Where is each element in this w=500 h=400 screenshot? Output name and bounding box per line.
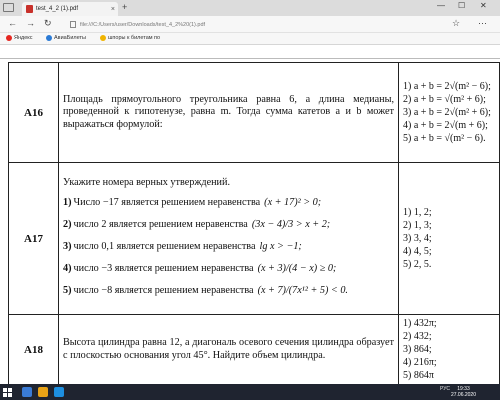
statement-math: (x + 3)/(4 − x) ≥ 0; <box>257 263 337 275</box>
statement-text: Число −17 является решением неравенства <box>73 197 261 209</box>
language-indicator[interactable]: РУС <box>440 386 451 392</box>
statement-math: (x + 17)² > 0; <box>264 197 322 209</box>
statement <box>63 193 394 215</box>
statement <box>63 259 394 281</box>
aviabilety-icon <box>46 35 52 41</box>
answer-option: 1) 432π; <box>403 318 437 329</box>
answer-option: 2) 1, 3; <box>403 220 432 231</box>
answer-option: 5) 2, 5. <box>403 259 432 270</box>
back-button[interactable]: ← <box>8 18 17 28</box>
table-row <box>9 163 500 315</box>
bookmark-shpory[interactable] <box>100 35 160 41</box>
statement-text: число 0,1 является решением неравенства <box>73 241 256 253</box>
statement <box>63 237 394 259</box>
tab-title: test_4_2 (1).pdf <box>36 6 79 12</box>
statement <box>63 281 394 303</box>
answer-options <box>399 315 500 385</box>
folder-icon <box>100 35 106 41</box>
nav-bar <box>0 16 500 33</box>
statement-text: число −8 является решением неравенства <box>73 285 254 297</box>
answer-option: 4) 4, 5; <box>403 246 432 257</box>
windows-start-icon[interactable] <box>3 388 12 397</box>
tab-close-icon[interactable]: × <box>110 5 115 13</box>
system-clock[interactable] <box>451 386 476 398</box>
answer-options <box>399 63 500 163</box>
favorite-star-icon[interactable]: ☆ <box>452 18 461 28</box>
address-bar[interactable] <box>70 19 390 30</box>
bookmark-label: Яндекс <box>14 35 33 41</box>
bookmark-aviabilety[interactable] <box>46 35 86 41</box>
new-tab-button[interactable]: + <box>122 2 128 12</box>
question-code: A16 <box>9 63 59 163</box>
bookmark-yandex[interactable] <box>6 35 33 41</box>
answer-option: 4) a + b = 2√(m + 6); <box>403 120 488 131</box>
statement-number: 4) <box>63 263 72 275</box>
bookmark-label: шпоры к билетам по <box>108 35 161 41</box>
statement-number: 2) <box>63 219 72 231</box>
file-explorer-icon[interactable] <box>38 387 48 397</box>
forward-button[interactable]: → <box>26 18 35 28</box>
test-table <box>8 62 500 384</box>
tab-actions-icon[interactable] <box>3 3 14 12</box>
bookmarks-bar <box>0 33 500 45</box>
taskbar <box>0 384 500 400</box>
question-text: Площадь прямоугольного треугольника равна 6, а длина медианы, проведенной к гипотенузе, равна m. Тогда сумма катетов a и b может выражаться формулой: <box>59 63 399 163</box>
settings-more-icon[interactable]: ⋯ <box>478 18 487 28</box>
minimize-button[interactable]: — <box>437 1 445 10</box>
answer-option: 5) 864π <box>403 370 434 381</box>
pdf-icon <box>26 5 33 13</box>
tab-bar <box>0 0 500 16</box>
question-code: A17 <box>9 163 59 315</box>
answer-option: 3) 864; <box>403 344 432 355</box>
answer-option: 2) a + b = √(m² + 6); <box>403 94 486 105</box>
search-icon[interactable] <box>22 387 32 397</box>
pdf-toolbar-divider <box>0 58 500 59</box>
statement-text: число −3 является решением неравенства <box>73 263 254 275</box>
statement-math: (3x − 4)/3 > x + 2; <box>251 219 331 231</box>
clock-date: 27.06.2020 <box>450 392 476 398</box>
question-text: Высота цилиндра равна 12, а диагональ осевого сечения цилиндра образует с плоскостью основания угол 45°. Найдите объем цилиндра. <box>59 315 399 385</box>
edge-browser-icon[interactable] <box>54 387 64 397</box>
answer-option: 1) a + b = 2√(m² − 6); <box>403 81 491 92</box>
refresh-button[interactable]: ↻ <box>44 18 52 28</box>
question-intro: Укажите номера верных утверждений. <box>63 177 230 189</box>
bookmark-label: АвиаБилеты <box>54 35 86 41</box>
statement-math: (x + 7)/(7x¹² + 5) < 0. <box>257 285 348 297</box>
answer-option: 4) 216π; <box>403 357 437 368</box>
tab-pdf[interactable] <box>22 2 118 16</box>
answer-option: 1) 1, 2; <box>403 207 432 218</box>
clock-time: 19:33 <box>457 386 470 392</box>
answer-option: 3) 3, 4; <box>403 233 432 244</box>
answer-option: 3) a + b = 2√(m² + 6); <box>403 107 491 118</box>
yandex-icon <box>6 35 12 41</box>
answer-options <box>399 163 500 315</box>
answer-option: 2) 432; <box>403 331 432 342</box>
answer-option: 5) a + b = √(m² − 6). <box>403 133 486 144</box>
close-window-button[interactable]: ✕ <box>480 1 487 10</box>
question-code: A18 <box>9 315 59 385</box>
question-cell <box>59 163 399 315</box>
address-text: file:///C:/Users/user/Downloads/test_4_2%20(1).pdf <box>80 21 206 28</box>
statement-text: число 2 является решением неравенства <box>73 219 248 231</box>
statement-number: 3) <box>63 241 72 253</box>
statement <box>63 215 394 237</box>
table-row <box>9 315 500 385</box>
statement-math: lg x > −1; <box>259 241 302 253</box>
statement-number: 5) <box>63 285 72 297</box>
file-icon <box>70 21 76 28</box>
maximize-button[interactable]: ☐ <box>458 1 466 10</box>
statement-number: 1) <box>63 197 72 209</box>
table-row <box>9 63 500 163</box>
pdf-document[interactable] <box>8 62 500 384</box>
